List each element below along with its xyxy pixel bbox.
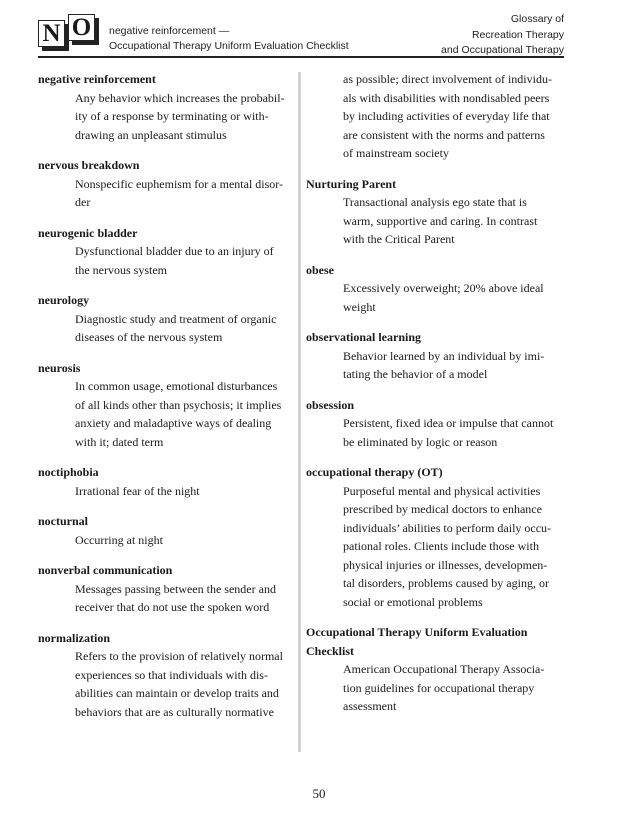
- column-divider: [298, 72, 301, 752]
- definition-line: individuals’ abilities to perform daily occu-: [343, 520, 552, 535]
- definition-line: experiences so that individuals with dis-: [75, 667, 268, 682]
- definition-line: diseases of the nervous system: [75, 330, 223, 344]
- definition-line: abilities can maintain or develop traits and: [75, 686, 279, 700]
- definition-line: tal disorders, problems caused by aging, or: [343, 576, 549, 590]
- logo-letter-o: O: [68, 14, 95, 41]
- glossary-term: observational learning: [306, 330, 422, 344]
- glossary-term: occupational therapy (OT): [306, 465, 443, 479]
- definition-line: of mainstream society: [343, 146, 449, 160]
- definition-line: receiver that do not use the spoken word: [75, 600, 270, 614]
- glossary-entry: [38, 463, 290, 500]
- glossary-term: obese: [306, 262, 334, 277]
- definition-line: prescribed by medical doctors to enhance: [343, 502, 542, 516]
- continued-definition: [306, 70, 568, 163]
- definition-line: tating the behavior of a model: [343, 367, 488, 381]
- definition-line: Excessively overweight; 20% above ideal: [343, 281, 544, 295]
- definition-line: of all kinds other than psychosis; it implies: [75, 397, 282, 412]
- definition-line: with it; dated term: [75, 434, 164, 449]
- right-column: [306, 70, 568, 728]
- glossary-term: nocturnal: [38, 514, 89, 528]
- glossary-entry: [38, 629, 290, 722]
- glossary-term: noctiphobia: [38, 465, 99, 479]
- glossary-entry: [306, 623, 568, 716]
- glossary-entry: [38, 359, 290, 452]
- range-line-2: Occupational Therapy Uniform Evaluation Checklist: [109, 40, 349, 52]
- definition-line: In common usage, emotional disturbances: [75, 379, 278, 393]
- glossary-entry: [306, 328, 568, 384]
- glossary-term: normalization: [38, 630, 110, 645]
- definition-line: warm, supportive and caring. In contrast: [343, 213, 538, 228]
- definition-line: der: [75, 195, 91, 209]
- definition-line: Messages passing between the sender and: [75, 581, 276, 596]
- glossary-term: neurology: [38, 293, 90, 307]
- definition-line: Diagnostic study and treatment of organic: [75, 311, 277, 326]
- definition-line: American Occupational Therapy Associa-: [343, 662, 545, 676]
- definition-line: are consistent with the norms and patterns: [343, 127, 545, 142]
- definition-line: Persistent, fixed idea or impulse that cannot: [343, 416, 554, 430]
- definition-line: social or emotional problems: [343, 594, 483, 609]
- definition-line: as possible; direct involvement of individu-: [343, 72, 552, 86]
- glossary-entry: [306, 396, 568, 452]
- definition-line: by including activities of everyday life that: [343, 109, 550, 123]
- definition-line: physical injuries or illnesses, developmen-: [343, 557, 548, 572]
- glossary-entry: [38, 70, 290, 144]
- definition-line: Nonspecific euphemism for a mental disor-: [75, 176, 284, 191]
- page-range-header: [109, 24, 349, 54]
- definition-line: with the Critical Parent: [343, 232, 455, 246]
- header-rule: [38, 56, 564, 58]
- glossary-term: obsession: [306, 397, 355, 412]
- section-letters-logo: [38, 14, 102, 50]
- left-column: [38, 70, 290, 733]
- definition-line: drawing an unpleasant stimulus: [75, 127, 227, 142]
- book-title-header: [441, 12, 564, 59]
- definition-line: Refers to the provision of relatively normal: [75, 649, 283, 663]
- glossary-term: Nurturing Parent: [306, 176, 397, 191]
- book-title-line-1: Glossary of: [510, 13, 564, 25]
- definition-line: ity of a response by terminating or with-: [75, 109, 269, 123]
- glossary-term: negative reinforcement: [38, 72, 156, 86]
- definition-line: Behavior learned by an individual by imi-: [343, 348, 545, 363]
- glossary-term: nonverbal communication: [38, 563, 173, 577]
- definition-line: Dysfunctional bladder due to an injury of: [75, 244, 274, 258]
- definition-line: weight: [343, 299, 376, 314]
- glossary-entry: [38, 561, 290, 617]
- glossary-term: neurosis: [38, 360, 81, 375]
- glossary-entry: [306, 463, 568, 611]
- definition-line: tion guidelines for occupational therapy: [343, 680, 535, 695]
- logo-letter-n: N: [38, 20, 65, 47]
- definition-line: Purposeful mental and physical activities: [343, 483, 541, 498]
- definition-line: Irrational fear of the night: [75, 483, 200, 498]
- glossary-term: nervous breakdown: [38, 158, 140, 172]
- definition-line: anxiety and maladaptive ways of dealing: [75, 416, 272, 430]
- range-line-1: negative reinforcement —: [109, 25, 230, 37]
- glossary-term: neurogenic bladder: [38, 225, 138, 240]
- glossary-entry: [38, 156, 290, 212]
- definition-line: Occurring at night: [75, 532, 163, 547]
- definition-line: be eliminated by logic or reason: [343, 434, 498, 449]
- definition-line: assessment: [343, 699, 397, 713]
- glossary-entry: [306, 175, 568, 249]
- glossary-entry: [38, 512, 290, 549]
- glossary-entry: [38, 291, 290, 347]
- page-number: 50: [312, 786, 326, 801]
- glossary-entry: [38, 224, 290, 280]
- definition-line: pational roles. Clients include those with: [343, 539, 539, 553]
- glossary-entry: [306, 261, 568, 317]
- definition-line: als with disabilities with nondisabled peers: [343, 90, 550, 105]
- definition-line: the nervous system: [75, 262, 167, 277]
- definition-line: Transactional analysis ego state that is: [343, 195, 527, 209]
- definition-line: behaviors that are as culturally normative: [75, 704, 274, 719]
- glossary-term: Occupational Therapy Uniform Evaluation Checklist: [306, 625, 528, 658]
- book-title-line-3: and Occupational Therapy: [441, 44, 564, 56]
- definition-line: Any behavior which increases the probabil-: [75, 90, 285, 105]
- book-title-line-2: Recreation Therapy: [471, 28, 564, 41]
